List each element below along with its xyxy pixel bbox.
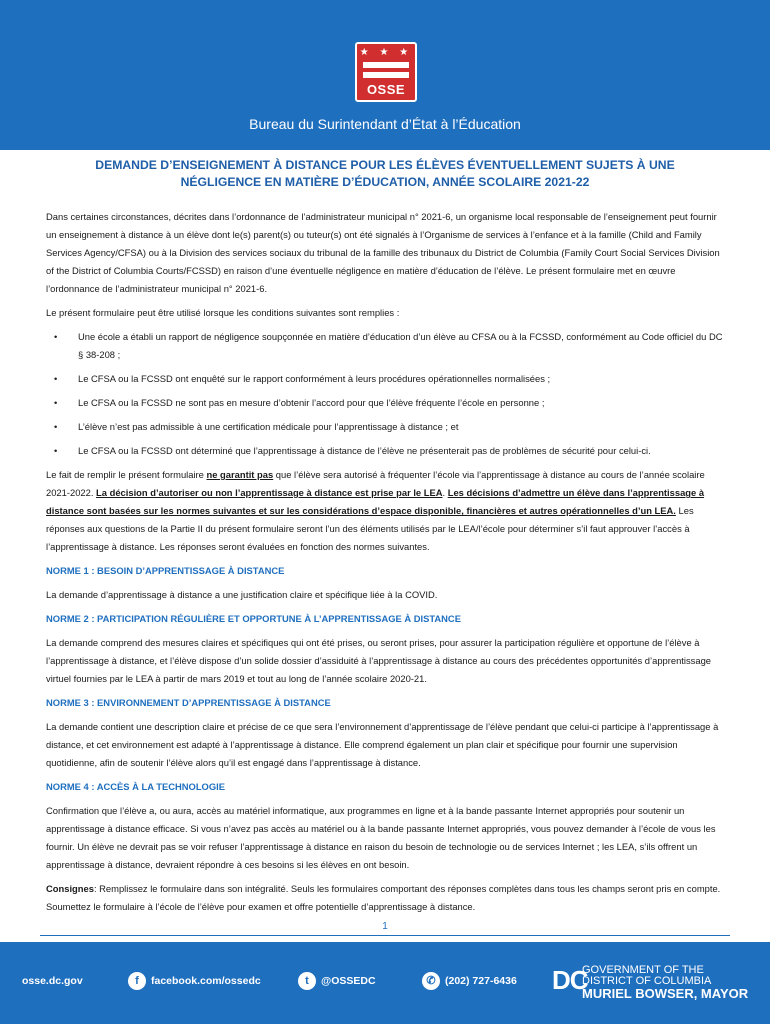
condition-text: Une école a établi un rapport de négligence soupçonnée en matière d’éducation d’un élève au CFSA ou à la FCSSD, conformément au Code officiel du DC § 38-208 ; — [78, 331, 723, 360]
title-line-1: DEMANDE D’ENSEIGNEMENT À DISTANCE POUR LES ÉLÈVES ÉVENTUELLEMENT SUJETS À UNE — [95, 158, 675, 172]
gov-line-1: GOVERNMENT OF THE — [582, 964, 704, 976]
bullet: • — [54, 331, 58, 342]
condition-text: L’élève n’est pas admissible à une certification médicale pour l’apprentissage à distance ; et — [78, 421, 459, 432]
page-footer — [0, 942, 770, 1024]
decision-text: Le fait de remplir le présent formulaire — [46, 469, 207, 480]
decision-text: que l’élève sera autorisé à fréquenter l’école via l’apprentissage à distance au cours de l’année scolaire 2021-2022. — [46, 469, 705, 498]
logo-stripe — [363, 62, 409, 68]
twitter-icon: t — [298, 972, 316, 990]
norm-2-heading: NORME 2 : PARTICIPATION RÉGULIÈRE ET OPPORTUNE À L’APPRENTISSAGE À DISTANCE — [46, 613, 461, 624]
gov-line-2: DISTRICT OF COLUMBIA — [582, 975, 712, 987]
facebook-icon: f — [128, 972, 146, 990]
bullet: • — [54, 397, 58, 408]
decision-text: . — [442, 487, 448, 498]
document-body — [46, 208, 724, 922]
norm-4-text: Confirmation que l’élève a, ou aura, accès au matériel informatique, aux programmes en ligne et à la bande passante Internet appropriés pour soutenir un apprentissage à distance efficace. Si vous n’avez pas accès au matériel ou à la bande passante Internet appropriés, vous pouvez demander à l’école de vous les fournir. Un élève ne devrait pas se voir refuser l’apprentissage à distance en raison du besoin de technologie ou de services Internet ; les LEA, s’ils offrent un apprentissage à distance, devraient répondre à ces besoins si les élèves en ont besoin. — [46, 805, 716, 870]
condition-text: Le CFSA ou la FCSSD ont déterminé que l’apprentissage à distance de l’élève ne présenterait pas de problèmes de sécurité pour celui-ci. — [78, 445, 651, 456]
condition-item — [46, 370, 724, 388]
bullet: • — [54, 421, 58, 432]
dc-mark: DC — [552, 965, 588, 995]
footer-divider — [40, 935, 730, 936]
website-link[interactable]: osse.dc.gov — [22, 975, 83, 987]
norm-4-heading: NORME 4 : ACCÈS À LA TECHNOLOGIE — [46, 781, 225, 792]
condition-item — [46, 394, 724, 412]
condition-text: Le CFSA ou la FCSSD ont enquêté sur le rapport conformément à leurs procédures opérationnelles normalisées ; — [78, 373, 551, 384]
decision-text: Les réponses aux questions de la Partie II du présent formulaire seront l’un des éléments utilisés par le LEA/l’école pour déterminer s’il faut approuver l’accès à l’apprentissage à distance. Les réponses seront évaluées en fonction des normes suivantes. — [46, 505, 694, 552]
document-title — [40, 157, 730, 191]
phone-number: (202) 727-6436 — [445, 975, 517, 987]
instructions-paragraph — [46, 880, 724, 916]
admission-criteria-emphasis: Les décisions d’admettre un élève dans l’apprentissage à distance sont basées sur les normes suivantes et sur les considérations d’espace disponible, financières et autres opérationnelles d’un LEA. — [46, 487, 705, 516]
norm-3-heading: NORME 3 : ENVIRONNEMENT D’APPRENTISSAGE À DISTANCE — [46, 697, 331, 708]
page-number: 1 — [382, 921, 388, 932]
gov-line-3: MURIEL BOWSER, MAYOR — [582, 986, 749, 1001]
condition-text: Le CFSA ou la FCSSD ne sont pas en mesure d’obtenir l’accord pour que l’élève fréquente l’école en personne ; — [78, 397, 545, 408]
conditions-list — [46, 328, 724, 460]
condition-item — [46, 418, 724, 436]
lea-decision-emphasis: La décision d’autoriser ou non l’apprentissage à distance est prise par le LEA — [96, 487, 443, 498]
bullet: • — [54, 445, 58, 456]
logo-stars: ★ ★ ★ — [359, 47, 413, 58]
logo-stripe — [363, 72, 409, 78]
header-subtitle: Bureau du Surintendant d’État à l’Éducation — [249, 116, 521, 132]
bullet: • — [54, 373, 58, 384]
facebook-link[interactable]: facebook.com/ossedc — [151, 975, 261, 987]
instructions-label: Consignes — [46, 883, 94, 894]
norm-1-text: La demande d’apprentissage à distance a une justification claire et spécifique liée à la COVID. — [46, 589, 438, 600]
page-header — [0, 0, 770, 150]
condition-item — [46, 442, 724, 460]
no-guarantee-emphasis: ne garantit pas — [206, 469, 274, 480]
decision-paragraph — [46, 466, 724, 556]
norm-2-text: La demande comprend des mesures claires et spécifiques qui ont été prises, ou seront prises, pour assurer la participation régulière et opportune de l’élève à l’apprentissage à distance, et l’élève dispose d’un solide dossier d’assiduité à l’apprentissage à distance au cours des précédentes opportunités d’apprentissage virtuel fournies par le LEA à partir de mars 2019 et tout au long de l’année scolaire 2020-21. — [46, 637, 712, 684]
osse-logo — [355, 42, 417, 102]
norm-1-heading: NORME 1 : BESOIN D’APPRENTISSAGE À DISTANCE — [46, 565, 285, 576]
condition-item — [46, 328, 724, 364]
norm-3-text: La demande contient une description claire et précise de ce que sera l’environnement d’apprentissage de l’élève pendant que celui-ci participe à l’apprentissage à distance, et cet environnement est adapté à l’apprentissage à distance. Elle comprend également un plan clair et spécifique pour fournir une supervision quotidienne, afin de soutenir l’élève alors qu’il est engagé dans l’apprentissage à distance. — [46, 721, 719, 768]
logo-text: OSSE — [366, 82, 406, 97]
conditions-intro: Le présent formulaire peut être utilisé lorsque les conditions suivantes sont remplies : — [46, 307, 400, 318]
title-line-2: NÉGLIGENCE EN MATIÈRE D’ÉDUCATION, ANNÉE SCOLAIRE 2021-22 — [180, 175, 590, 189]
instructions-text: : Remplissez le formulaire dans son intégralité. Seuls les formulaires comportant des réponses complètes dans tous les champs seront pris en compte. Soumettez le formulaire à l’école de l’élève pour examen et offre potentielle d’apprentissage à distance. — [46, 883, 721, 912]
twitter-link[interactable]: @OSSEDC — [321, 975, 376, 987]
phone-icon: ✆ — [422, 972, 440, 990]
intro-paragraph: Dans certaines circonstances, décrites dans l’ordonnance de l’administrateur municipal n° 2021-6, un organisme local responsable de l’enseignement peut fournir un enseignement à distance à un élève dont le(s) parent(s) ou tuteur(s) ont été signalés à l’Organisme de services à l’enfance et à la famille (Child and Family Services Agency/CFSA) ou à la Division des services sociaux du tribunal de la famille des tribunaux du District de Columbia (Family Court Social Services Division of the District of Columbia Courts/FCSSD) en raison d’une éventuelle négligence en matière d’éducation de l’élève. Le présent formulaire met en œuvre l’ordonnance de l’administrateur municipal n° 2021-6. — [46, 211, 720, 294]
